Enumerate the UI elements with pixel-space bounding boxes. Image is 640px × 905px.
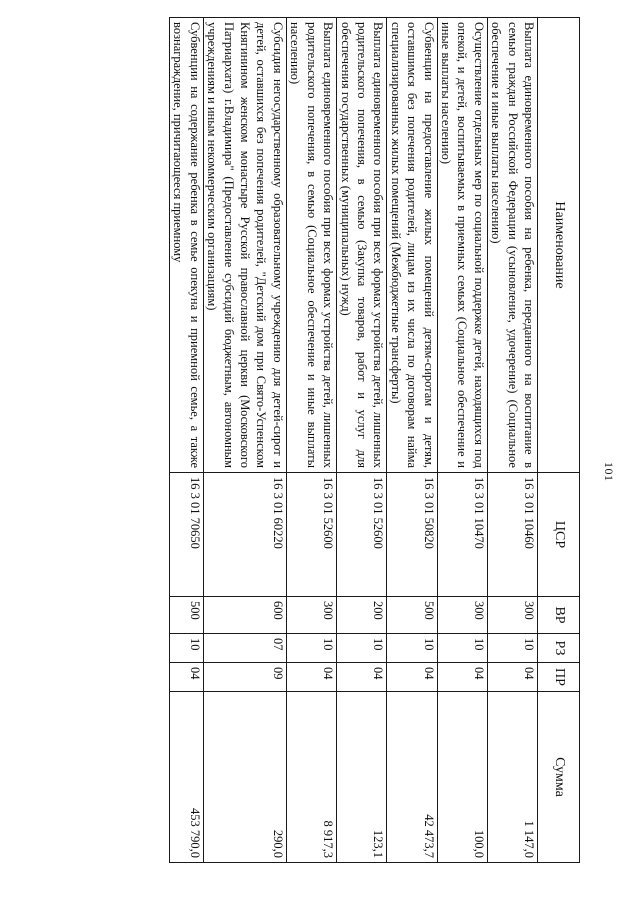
row-vr: 300 [286, 597, 336, 634]
row-csr: 16 3 01 70650 [170, 473, 204, 597]
row-sum: 290,0 [203, 692, 286, 863]
row-sum: 1 147,0 [487, 692, 537, 863]
row-csr: 16 3 01 52600 [286, 473, 336, 597]
row-vr: 500 [387, 597, 437, 634]
row-csr: 16 3 01 52600 [337, 473, 387, 597]
table-row [286, 18, 336, 863]
row-name: Выплата единовременного пособия на ребенка, переданного на воспитание в семью граждан Российской Федерации (усыновление, удочерение) (Социальное обеспечение и иные выплаты населению) [487, 18, 537, 473]
row-pr: 04 [437, 663, 487, 692]
row-rz: 07 [203, 634, 286, 663]
header-csr: ЦСР [538, 473, 580, 597]
row-vr: 300 [437, 597, 487, 634]
row-name: Выплата единовременного пособия при всех формах устройства детей, лишенных родительского попечения, в семью (Закупка товаров, работ и услуг для обеспечения государственных (муниципальных) нужд) [337, 18, 387, 473]
row-csr: 16 3 01 10460 [487, 473, 537, 597]
row-pr: 04 [337, 663, 387, 692]
header-rz: РЗ [538, 634, 580, 663]
row-csr: 16 3 01 60220 [203, 473, 286, 597]
row-pr: 09 [203, 663, 286, 692]
row-rz: 10 [286, 634, 336, 663]
row-vr: 200 [337, 597, 387, 634]
table-row [437, 18, 487, 863]
row-vr: 600 [203, 597, 286, 634]
row-rz: 10 [437, 634, 487, 663]
row-csr: 16 3 01 10470 [437, 473, 487, 597]
table-row [203, 18, 286, 863]
row-vr: 500 [170, 597, 204, 634]
row-name: Осуществление отдельных мер по социальной поддержке детей, находящихся под опекой, и детей, воспитываемых в приемных семьях (Социальное обеспечение и иные выплаты населению) [437, 18, 487, 473]
header-vr: ВР [538, 597, 580, 634]
row-sum: 42 473,7 [387, 692, 437, 863]
header-sum: Сумма [538, 692, 580, 863]
header-row [538, 18, 580, 863]
budget-table [169, 17, 580, 863]
table-row [337, 18, 387, 863]
row-sum: 123,1 [337, 692, 387, 863]
row-name: Субсидия негосударственному образовательному учреждению для детей-сирот и детей, оставшихся без попечения родителей, "Детский дом при Свято-Успенском Княгинином женском монастыре Русской православной церкви (Московского Патриархата) г.Владимира" (Предоставление субсидий бюджетным, автономным учреждениям и иным некоммерческим организациям) [203, 18, 286, 473]
row-name: Субвенции на содержание ребенка в семье опекуна и приемной семье, а также вознаграждение, причитающееся приемному [170, 18, 204, 473]
row-pr: 04 [170, 663, 204, 692]
table-row [487, 18, 537, 863]
row-sum: 8 917,3 [286, 692, 336, 863]
row-pr: 04 [487, 663, 537, 692]
row-rz: 10 [170, 634, 204, 663]
header-name: Наименование [538, 18, 580, 473]
row-name: Субвенции на предоставление жилых помещений детям-сиротам и детям, оставшимся без попечения родителей, лицам из их числа по договорам найма специализированных жилых помещений (Межбюджетные трансферты) [387, 18, 437, 473]
row-sum: 453 790,0 [170, 692, 204, 863]
row-csr: 16 3 01 50820 [387, 473, 437, 597]
table-row [170, 18, 204, 863]
row-pr: 04 [387, 663, 437, 692]
header-pr: ПР [538, 663, 580, 692]
rotated-page [50, 17, 616, 867]
row-rz: 10 [337, 634, 387, 663]
page-number: 101 [602, 462, 616, 482]
row-name: Выплата единовременного пособия при всех формах устройства детей, лишенных родительского попечения, в семью (Социальное обеспечение и иные выплаты населению) [286, 18, 336, 473]
row-rz: 10 [487, 634, 537, 663]
row-vr: 300 [487, 597, 537, 634]
row-rz: 10 [387, 634, 437, 663]
table-row [387, 18, 437, 863]
row-sum: 100,0 [437, 692, 487, 863]
row-pr: 04 [286, 663, 336, 692]
